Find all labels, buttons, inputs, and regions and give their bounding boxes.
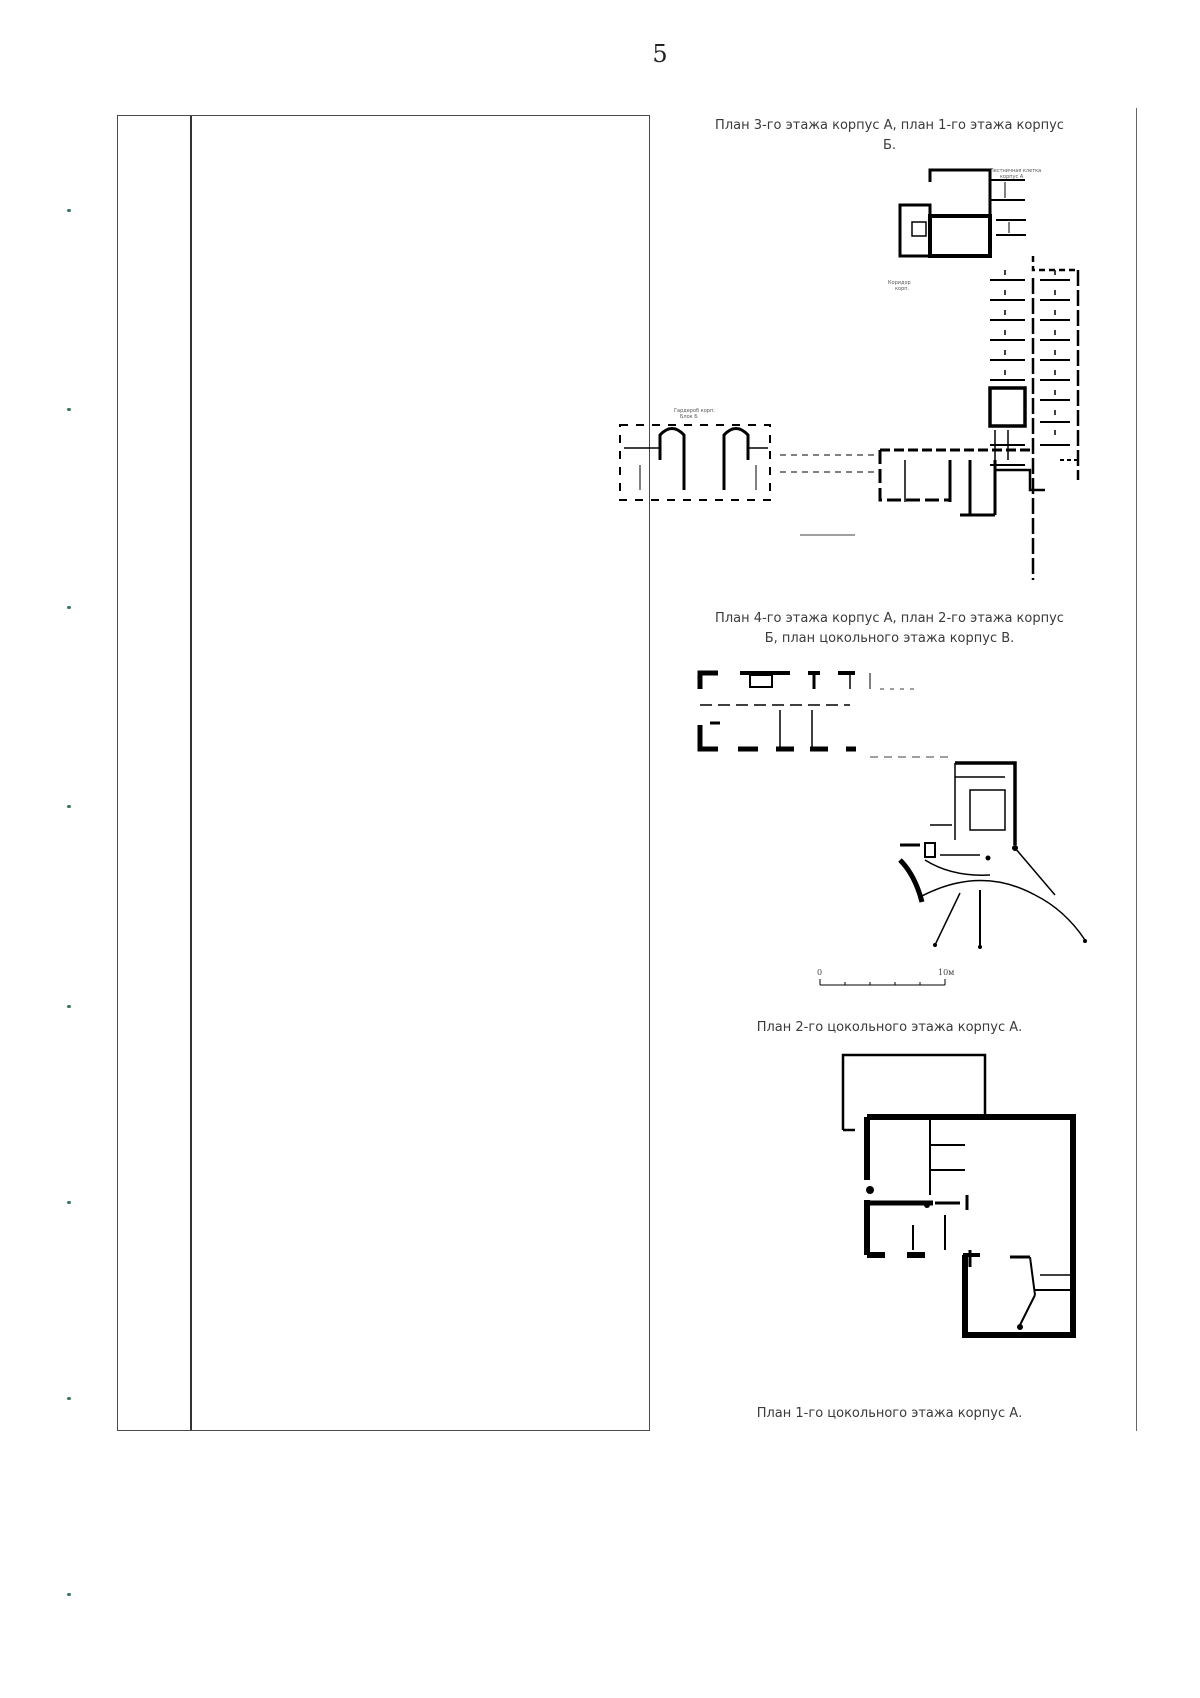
margin-mark xyxy=(67,408,71,411)
caption-plan-2nd-basement: План 2-го цокольного этажа корпус А. xyxy=(756,1020,1023,1035)
scale-end-label: 10м xyxy=(938,968,955,977)
page-number: 5 xyxy=(652,40,668,68)
floor-plan-2nd-basement-a xyxy=(835,1055,1095,1345)
margin-mark xyxy=(67,805,71,808)
margin-mark xyxy=(67,1005,71,1008)
right-border-line xyxy=(1136,108,1137,1431)
svg-text:Коридор: Коридор xyxy=(888,280,911,286)
margin-mark xyxy=(67,606,71,609)
svg-text:Лестничная клетка: Лестничная клетка xyxy=(990,168,1042,174)
svg-text:корп.: корп. xyxy=(895,286,910,292)
margin-mark xyxy=(67,1397,71,1400)
margin-mark xyxy=(67,1593,71,1596)
floor-plan-4th-floor-a-2nd-floor-b-basement-c xyxy=(690,665,1120,985)
scale-start-label: 0 xyxy=(817,968,823,977)
caption-plan-1st-basement: План 1-го цокольного этажа корпус А. xyxy=(756,1406,1023,1421)
svg-text:корпус А: корпус А xyxy=(1000,174,1024,180)
caption-plan-4th-floor: План 4-го этажа корпус А, план 2-го этажа корпус Б, план цокольного этажа корпус В. xyxy=(715,611,1064,646)
svg-text:Блок Б: Блок Б xyxy=(680,414,698,420)
floor-plan-3rd-floor-a-1st-floor-b xyxy=(660,160,1120,590)
svg-text:Гардероб корп.: Гардероб корп. xyxy=(674,408,715,414)
empty-table-frame xyxy=(117,115,650,1431)
margin-mark xyxy=(67,209,71,212)
table-column-divider xyxy=(190,116,192,1430)
caption-plan-3rd-floor: План 3-го этажа корпус А, план 1-го этажа корпус Б. xyxy=(715,118,1064,153)
margin-mark xyxy=(67,1201,71,1204)
